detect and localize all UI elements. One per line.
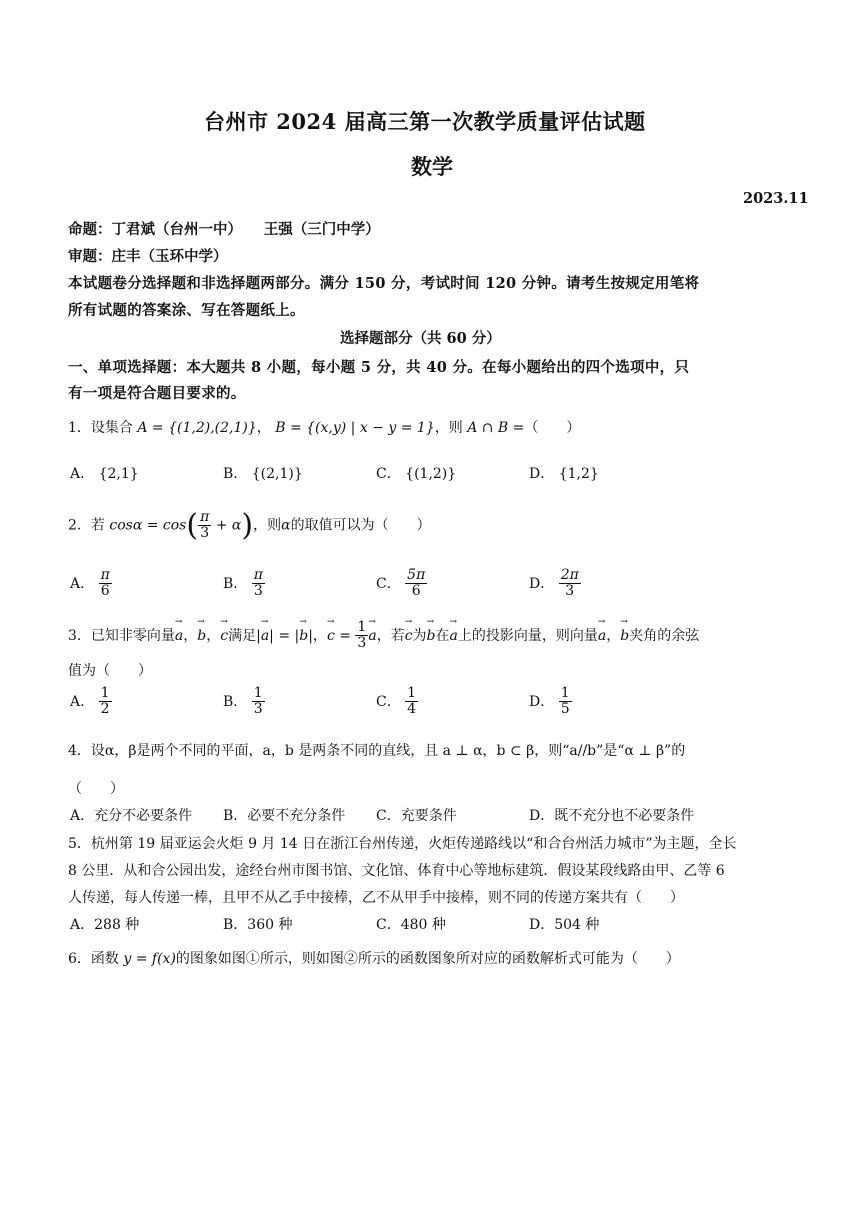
answer-blank: （ ） <box>524 420 581 436</box>
set-a: A = {(1,2),(2,1)} <box>137 420 257 436</box>
q5-option-d: D．504 种 <box>529 917 600 933</box>
q2-option-d: D． $\frac{2\pi}{3}$ <box>529 567 579 600</box>
q2-option-a: A． $\frac{\pi}{6}$ <box>70 567 110 600</box>
q2-option-c: C． $\frac{5\pi}{6}$ <box>376 567 426 600</box>
q5-option-b: B．360 种 <box>223 917 293 933</box>
question-6: 6．函数 y = f(x)的图象如图①所示，则如图②所示的函数图象所对应的函数解析式可能为（ ） <box>68 951 680 967</box>
q5-option-a: A．288 种 <box>70 917 140 933</box>
reviewer-line: 审题：庄丰（玉环中学） <box>68 248 228 265</box>
q5-option-c: C．480 种 <box>376 917 446 933</box>
question-1: 1．设集合 A = {(1,2),(2,1)}， B = {(x,y) | x − y = 1}，则 A ∩ B =（ ） <box>68 420 581 436</box>
question-number: 2． <box>68 517 91 534</box>
question-2: 2．若 cosα = cos( $\frac{\pi}{3}$ + α)，则α的取值可以为（ ） <box>68 508 431 543</box>
q1-option-c: C． {(1,2)} <box>376 466 457 482</box>
question-5: 5．杭州第 19 届亚运会火炬 9 月 14 日在浙江台州传递，火炬传递路线以“和合台州活力城市”为主题，全长 <box>68 836 737 852</box>
q1-option-a: A． {2,1} <box>70 466 139 482</box>
question-5-line-2: 8 公里．从和合公园出发，途经台州市图书馆、文化馆、体育中心等地标建筑．假设某段线路由甲、乙等 6 <box>68 863 725 879</box>
intro-line-1: 本试题卷分选择题和非选择题两部分。满分 150 分，考试时间 120 分钟。请考生按规定用笔将 <box>68 275 700 292</box>
intro-line-2: 所有试题的答案涂、写在答题纸上。 <box>68 302 305 319</box>
part1-instructions-line-1: 一、单项选择题：本大题共 8 小题，每小题 5 分，共 40 分。在每小题给出的四个选项中，只 <box>68 359 690 376</box>
q3-option-a: A． $\frac{1}{2}$ <box>70 685 110 718</box>
q3-option-d: D． $\frac{1}{5}$ <box>529 685 570 718</box>
question-3-line-2: 值为（ ） <box>68 663 152 679</box>
question-3: 3．已知非零向量→ a，→ b，→ c满足|→ a| = |→ b|，→ c = $\frac{1}{3}$ → a，若→ c为→ b在→ a上的投影向量，则向量→ a，→ b夹角的余弦 <box>68 620 699 652</box>
section-heading: 选择题部分（共 60 分） <box>340 330 501 347</box>
fraction: $\frac{\pi}{3}$ <box>200 508 210 541</box>
intersection-expr: A ∩ B = <box>467 420 525 436</box>
question-number: 4． <box>68 743 91 759</box>
authors-line: 命题：丁君斌（台州一中） 王强（三门中学） <box>68 221 380 238</box>
subject-title: 数学 <box>411 154 453 179</box>
question-number: 3． <box>68 627 91 644</box>
q4-option-d: D．既不充分也不必要条件 <box>529 808 695 824</box>
q1-option-d: D． {1,2} <box>529 466 599 482</box>
question-4-line-2: （ ） <box>68 781 124 797</box>
question-4: 4．设α，β是两个不同的平面，a，b 是两条不同的直线，且 a ⊥ α，b ⊂ β，则“a//b”是“α ⊥ β”的 <box>68 743 686 759</box>
set-b: B = {(x,y) | x − y = 1} <box>275 420 435 436</box>
question-number: 1． <box>68 420 91 436</box>
function-expr: y = f(x) <box>123 951 176 967</box>
q3-option-b: B． $\frac{1}{3}$ <box>223 685 263 718</box>
q3-option-c: C． $\frac{1}{4}$ <box>376 685 417 718</box>
q2-option-b: B． $\frac{\pi}{3}$ <box>223 567 263 600</box>
question-number: 5． <box>68 836 91 852</box>
q4-option-b: B．必要不充分条件 <box>223 808 346 824</box>
q4-option-a: A．充分不必要条件 <box>70 808 193 824</box>
exam-date: 2023.11 <box>743 190 809 207</box>
question-5-line-3: 人传递，每人传递一棒，且甲不从乙手中接棒，乙不从甲手中接棒，则不同的传递方案共有（ ） <box>68 890 684 906</box>
q1-option-b: B． {(2,1)} <box>223 466 303 482</box>
exam-title: 台州市 2024 届高三第一次教学质量评估试题 <box>204 109 646 134</box>
q4-option-c: C．充要条件 <box>376 808 457 824</box>
part1-instructions-line-2: 有一项是符合题目要求的。 <box>68 385 246 402</box>
question-number: 6． <box>68 951 91 967</box>
